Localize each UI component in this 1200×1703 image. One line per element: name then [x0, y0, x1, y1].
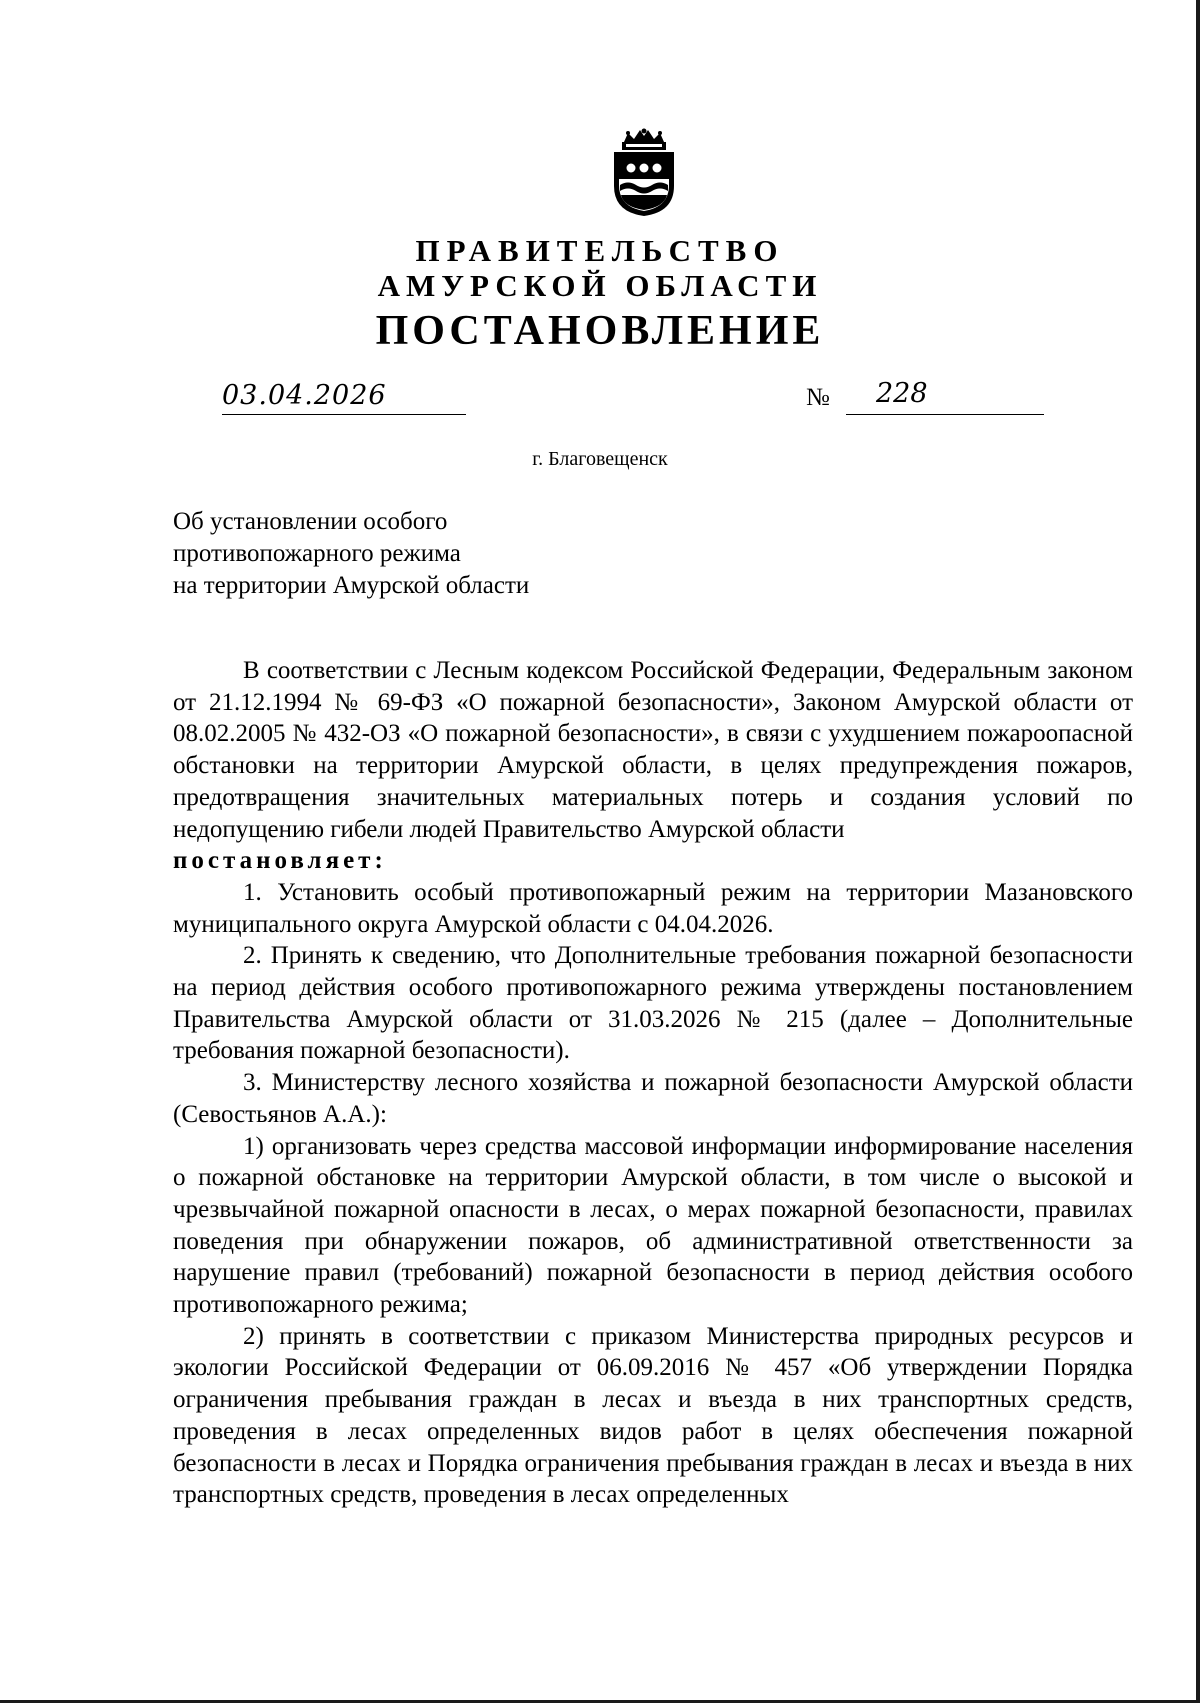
subject-line: Об установлении особого — [173, 508, 448, 535]
coat-of-arms-icon — [606, 128, 682, 218]
item-3-2-paragraph: 2) принять в соответствии с приказом Министерства природных ресурсов и экологии Российской Федерации от 06.09.2016 № 457 «Об утверждении Порядка ограничения пребывания граждан в лесах и въезда в них транспортных средств, проведения в лесах определенных видов работ в целях обеспечения пожарной безопасности в лесах и Порядка ограничения пребывания граждан в лесах и въезда в них транспортных средств, проведения в лесах определенных — [173, 1322, 1133, 1509]
preamble-paragraph: В соответствии с Лесным кодексом Российской Федерации, Федеральным законом от 21.12.1994 № 69-ФЗ «О пожарной безопасности», Законом Амурской области от 08.02.2005 № 432-ОЗ «О пожарной безопасности», в связи с ухудшением пожароопасной обстановки на территории Амурской области, в целях предупреждения пожаров, предотвращения значительных материальных потерь и создания условий по недопущению гибели людей Правительство Амурской области — [173, 657, 1133, 843]
item-1-paragraph: 1. Установить особый противопожарный режим на территории Мазановского муниципального округа Амурской области с 04.04.2026. — [173, 878, 1133, 938]
document-subject — [173, 506, 529, 602]
document-number-field — [846, 378, 1044, 415]
government-name-line-2: АМУРСКОЙ ОБЛАСТИ — [377, 268, 823, 303]
document-number: 228 — [876, 378, 928, 409]
subject-line: на территории Амурской области — [173, 572, 530, 599]
document-date: 03.04.2026 — [222, 380, 387, 411]
item-2-paragraph: 2. Принять к сведению, что Дополнительные требования пожарной безопасности на период действия особого противопожарного режима утверждены постановлением Правительства Амурской области от 31.03.2026 № 215 (далее – Дополнительные требования пожарной безопасности). — [173, 942, 1133, 1065]
government-name-line-1: ПРАВИТЕЛЬСТВО — [415, 233, 785, 268]
document-number-label: № — [806, 384, 830, 411]
document-date-field — [222, 382, 466, 415]
subject-line: противопожарного режима — [173, 540, 461, 567]
document-city: г. Благовещенск — [532, 448, 668, 470]
decree-word: постановляет: — [173, 847, 387, 875]
document-body — [173, 655, 1133, 1511]
document-type-title: ПОСТАНОВЛЕНИЕ — [375, 308, 825, 354]
item-3-paragraph: 3. Министерству лесного хозяйства и пожарной безопасности Амурской области (Севостьянов А.А.): — [173, 1069, 1133, 1128]
item-3-1-paragraph: 1) организовать через средства массовой информации информирование населения о пожарной обстановке на территории Амурской области, в том числе о высокой и чрезвычайной пожарной опасности в лесах, о мерах пожарной безопасности, правилах поведения при обнаружении пожаров, об административной ответственности за нарушение правил (требований) пожарной безопасности в период действия особого противопожарного режима; — [173, 1132, 1133, 1319]
